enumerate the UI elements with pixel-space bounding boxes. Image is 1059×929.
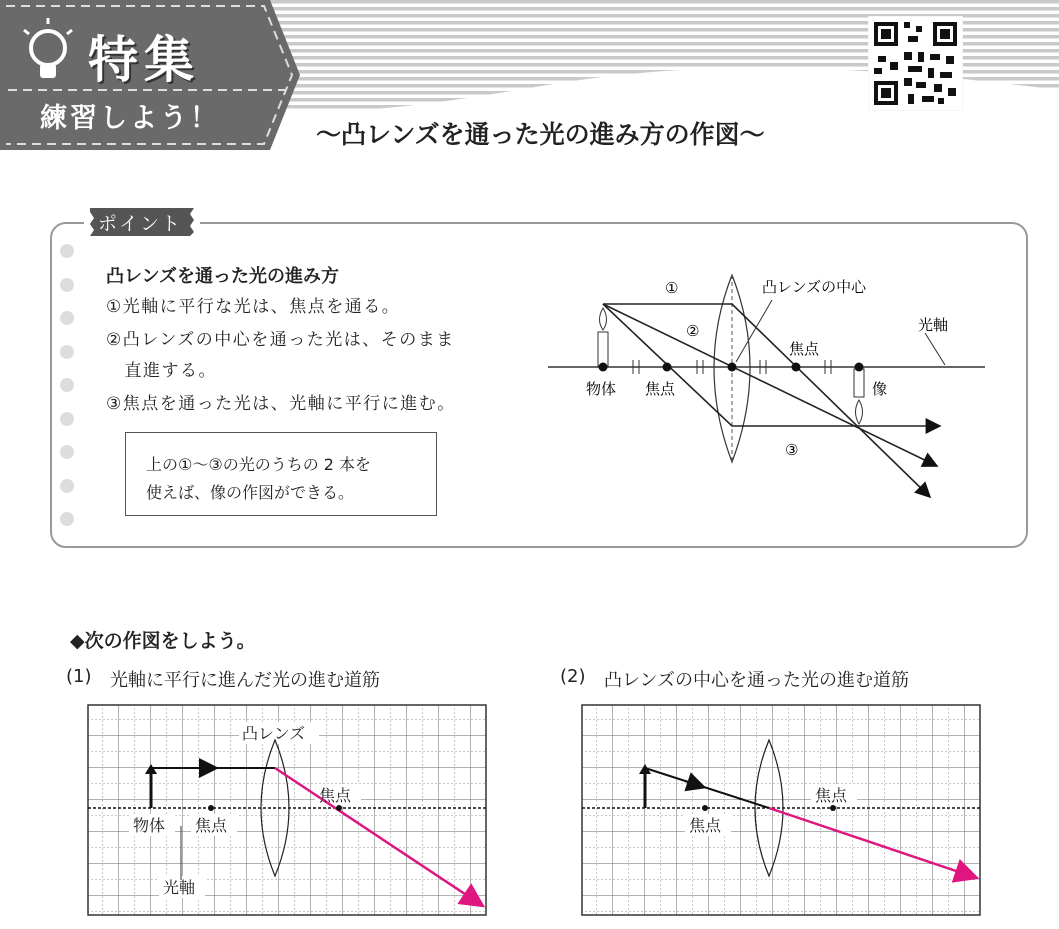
badge-title: 特集	[88, 31, 200, 89]
exercise-1-title: 光軸に平行に進んだ光の進む道筋	[110, 670, 380, 691]
exercise-1-grid[interactable]	[87, 704, 487, 916]
lens-center-label: 凸レンズの中心	[762, 278, 867, 296]
point-rule-3: ③焦点を通った光は、光軸に平行に進む。	[106, 394, 456, 414]
ray-3-label: ③	[785, 441, 799, 459]
object-label: 物体	[133, 816, 166, 835]
image-label: 像	[872, 380, 888, 398]
point-label: ポイント	[98, 213, 183, 235]
focus-left-label: 焦点	[645, 380, 676, 398]
point-rule-2-cont: 直進する。	[106, 361, 217, 381]
ray-2-label: ②	[686, 322, 700, 340]
note-line-2: 使えば、像の作図ができる。	[146, 483, 355, 502]
lens-ray-diagram	[540, 262, 1010, 512]
axis-label: 光軸	[163, 878, 196, 897]
ray-1-label: ①	[665, 279, 679, 297]
object-label: 物体	[586, 380, 617, 398]
note-line-1: 上の①〜③の光のうちの 2 本を	[146, 455, 372, 474]
axis-label: 光軸	[918, 316, 949, 334]
point-rule-2: ②凸レンズの中心を通った光は、そのまま	[106, 330, 455, 350]
point-rule-1: ①光軸に平行な光は、焦点を通る。	[106, 297, 401, 317]
point-heading: 凸レンズを通った光の進み方	[106, 266, 340, 287]
exercise-2-title: 凸レンズの中心を通った光の進む道筋	[604, 670, 910, 691]
focus-left-label: 焦点	[689, 816, 722, 835]
focus-left-label: 焦点	[195, 816, 228, 835]
exercise-1-number: (1)	[66, 666, 92, 687]
image-candle	[854, 369, 864, 397]
lens-label: 凸レンズ	[242, 724, 306, 743]
focus-right-label: 焦点	[815, 786, 848, 805]
qr-code-icon[interactable]	[868, 16, 963, 111]
focus-right-label: 焦点	[789, 340, 820, 358]
page-title: 〜凸レンズを通った光の進み方の作図〜	[316, 120, 765, 149]
exercise-2-grid[interactable]	[581, 704, 981, 916]
binder-holes	[60, 244, 80, 546]
exercise-instruction: ◆次の作図をしよう。	[70, 630, 256, 652]
badge-subtitle: 練習しよう！	[40, 103, 220, 134]
exercise-2-number: (2)	[560, 666, 586, 687]
candle-object	[598, 332, 608, 366]
focus-right-label: 焦点	[319, 786, 352, 805]
